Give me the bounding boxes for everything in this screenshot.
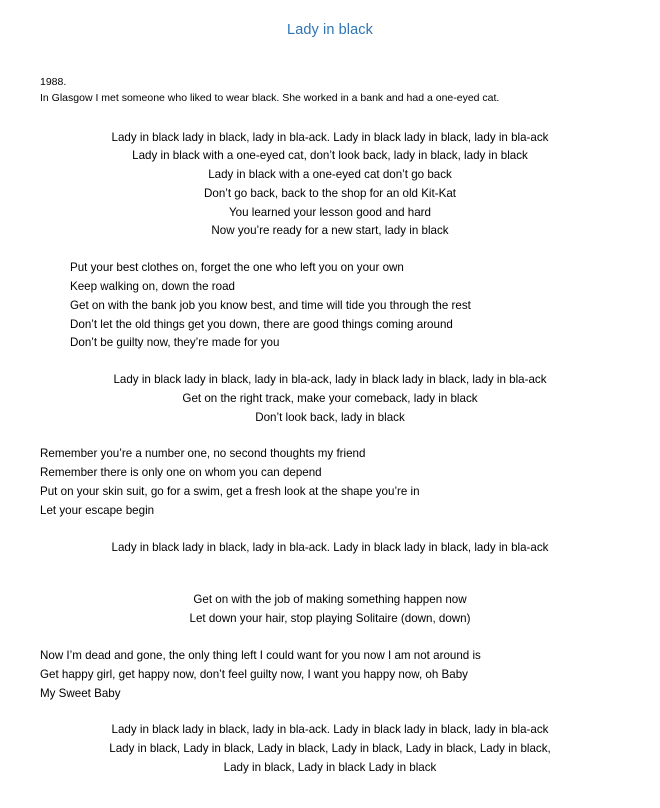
lyric-line: Let your escape begin [40, 503, 155, 517]
lyric-line: Get happy girl, get happy now, don’t feel guilty now, I want you happy now, oh Baby [40, 667, 468, 681]
lyric-line: Lady in black with a one-eyed cat don’t go back [208, 168, 452, 182]
lyric-line: Lady in black lady in black, lady in bla-ack. Lady in black lady in black, lady in bla-ack [111, 130, 549, 144]
lyric-line: Lady in black, Lady in black Lady in black [223, 760, 437, 774]
lyric-line: Don’t let the old things get you down, there are good things coming around [70, 317, 453, 331]
lyric-line: Keep walking on, down the road [70, 280, 236, 293]
stanza-spacer [0, 575, 660, 591]
stanza-1 [0, 129, 660, 242]
stanza-5 [0, 539, 660, 558]
lyric-line: Let down your hair, stop playing Solitaire (down, down) [189, 612, 471, 626]
lyric-line: Get on with the bank job you know best, and time will tide you through the rest [70, 298, 471, 312]
lyric-line: Lady in black lady in black, lady in bla-ack, lady in black lady in black, lady in bla-ack [113, 373, 547, 387]
lyric-line: My Sweet Baby [40, 686, 121, 700]
lyric-line: Don’t look back, lady in black [255, 410, 405, 424]
intro-note: In Glasgow I met someone who liked to wear black. She worked in a bank and had a one-eyed cat. [40, 92, 500, 105]
lyric-line: Put your best clothes on, forget the one who left you on your own [70, 261, 404, 275]
lyric-line: Lady in black, Lady in black, Lady in black, Lady in black, Lady in black, Lady in black, [109, 742, 551, 756]
lyric-line: Remember you’re a number one, no second thoughts my friend [40, 447, 366, 461]
stanza-4 [0, 445, 660, 520]
intro-year: 1988. [40, 76, 67, 88]
lyric-line: Don’t be guilty now, they’re made for you [70, 336, 280, 350]
lyric-line: Lady in black lady in black, lady in bla-ack. Lady in black lady in black, lady in bla-ack [111, 723, 549, 737]
lyric-line: Now you’re ready for a new start, lady in black [211, 224, 449, 238]
lyric-line: Put on your skin suit, go for a swim, get a fresh look at the shape you’re in [40, 485, 420, 499]
lyric-line: Get on with the job of making something happen now [193, 593, 467, 607]
lyrics-body [0, 129, 660, 778]
lyric-line: Lady in black with a one-eyed cat, don’t look back, lady in black, lady in black [132, 149, 528, 163]
lyric-line: You learned your lesson good and hard [229, 205, 431, 219]
stanza-2 [0, 259, 660, 353]
stanza-3 [0, 371, 660, 427]
lyric-line: Remember there is only one on whom you can depend [40, 466, 322, 480]
document-page [0, 22, 660, 808]
intro-block [0, 74, 660, 107]
stanza-7 [0, 647, 660, 703]
lyric-line: Don’t go back, back to the shop for an old Kit-Kat [204, 186, 456, 200]
stanza-8 [0, 721, 660, 777]
stanza-6 [0, 591, 660, 629]
lyric-line: Now I’m dead and gone, the only thing left I could want for you now I am not around is [40, 648, 481, 662]
page-title: Lady in black [287, 22, 373, 38]
lyric-line: Get on the right track, make your comeback, lady in black [182, 391, 478, 405]
lyric-line: Lady in black lady in black, lady in bla-ack. Lady in black lady in black, lady in bla-ack [111, 540, 549, 554]
